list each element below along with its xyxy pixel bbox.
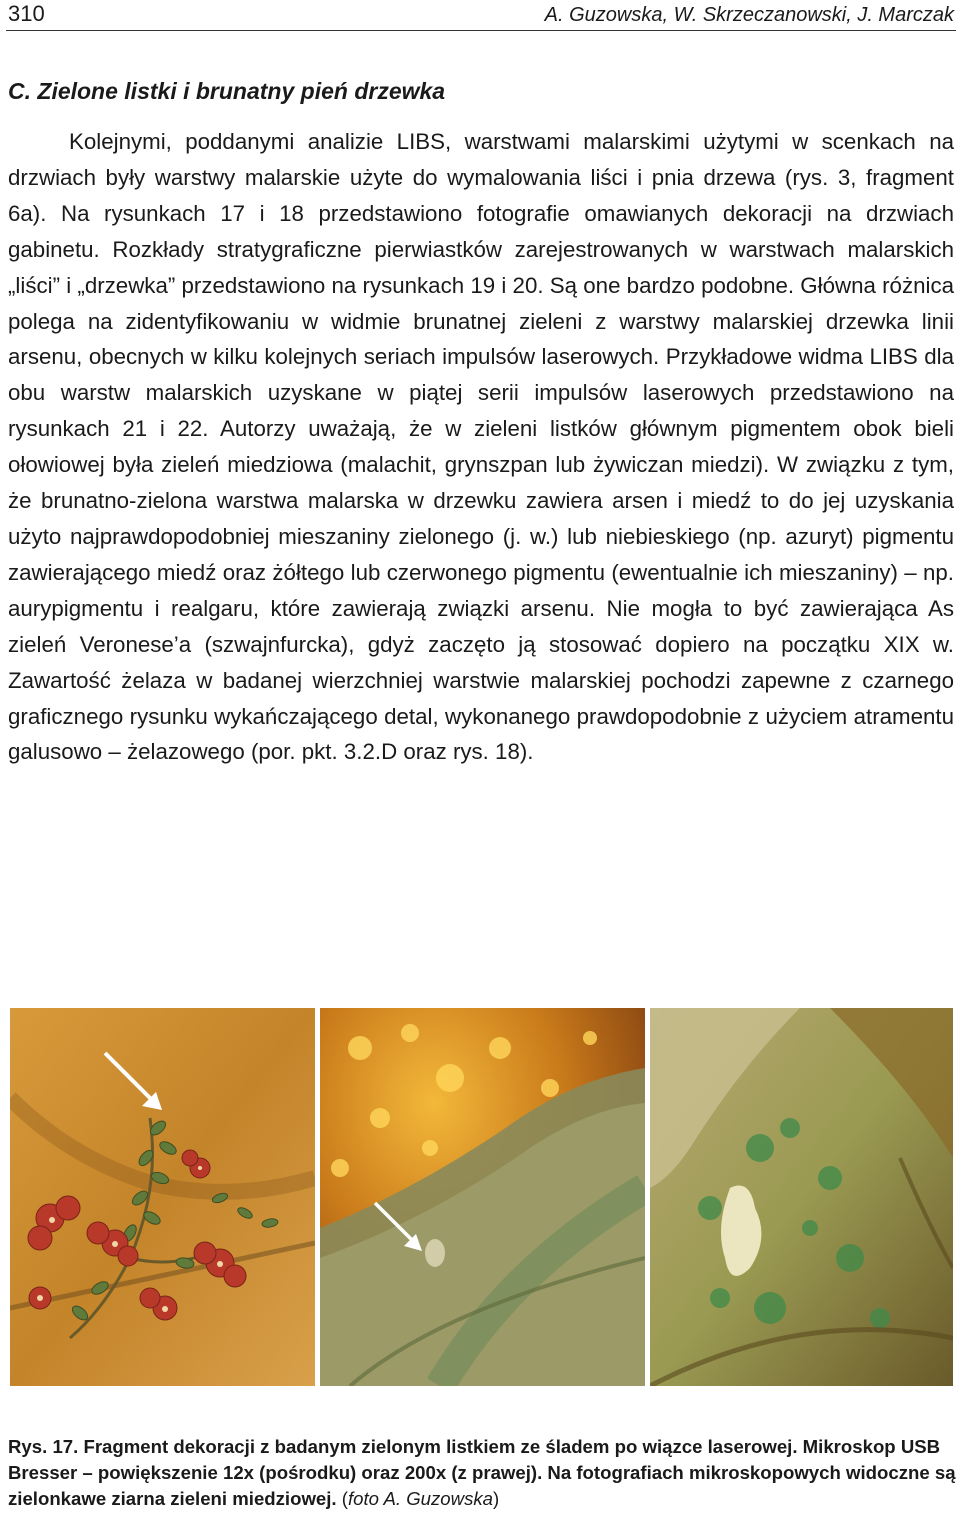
microscope-12x-image	[320, 1008, 645, 1386]
photo-microscope-200x	[650, 1008, 953, 1386]
caption-text: Rys. 17. Fragment dekoracji z badanym zielonym listkiem ze śladem po wiązce laserowej. Mikroskop USB Bresser – powiększenie 12x (pośrodku) oraz 200x (z prawej). Na fotografiach mikroskopowych widoczne są zielonkawe ziarna zieleni miedziowej.	[8, 1436, 956, 1509]
body-paragraph: Kolejnymi, poddanymi analizie LIBS, warstwami malarskimi użytymi w scenkach na drzwiach były warstwy malarskie użyte do wymalowania liści i pnia drzewa (rys. 3, fragment 6a). Na rysunkach 17 i 18 przedstawiono fotografie omawianych dekoracji na drzwiach gabinetu. Rozkłady stratygraficzne pierwiastków zarejestrowanych w warstwach malarskich „liści” i „drzewka” przedstawiono na rysunkach 19 i 20. Są one bardzo podobne. Główna różnica polega na zidentyfikowaniu w widmie brunatnej zieleni z warstwy malarskiej drzewka linii arsenu, obecnych w kilku kolejnych seriach impulsów laserowych. Przykładowe widma LIBS dla obu warstw malarskich uzyskane w piątej serii impulsów laserowych przedstawiono na rysunkach 21 i 22. Autorzy uważają, że w zieleni listków głównym pigmentem obok bieli ołowiowej była zieleń miedziowa (malachit, grynszpan lub żywiczan miedzi). W związku z tym, że brunatno-zielona warstwa malarska w drzewku zawiera arsen i miedź to do jej uzyskania użyto najprawdopodobniej mieszaniny zielonego (j. w.) lub niebieskiego (np. azuryt) pigmentu zawierającego miedź oraz żółtego lub czerwonego pigmentu (ewentualnie ich mieszaniny) – np. aurypigmentu i realgaru, które zawierają związki arsenu. Nie mogła to być zawierająca As zieleń Veronese’a (szwajnfurcka), gdyż zaczęto ją stosować dopiero na początku XIX w. Zawartość żelaza w badanej wierzchniej warstwie malarskiej pochodzi zapewne z czarnego graficznego rysunku wykańczającego detal, wykonanego prawdopodobnie z użyciem atramentu galusowo – żelazowego (por. pkt. 3.2.D oraz rys. 18).	[8, 129, 954, 765]
section-title: C. Zielone listki i brunatny pień drzewka	[8, 78, 446, 104]
running-head-authors: A. Guzowska, W. Skrzeczanowski, J. Marczak	[544, 4, 954, 26]
photo-door-decoration	[10, 1008, 315, 1386]
microscope-200x-image	[650, 1008, 953, 1386]
door-decoration-image	[10, 1008, 315, 1386]
page-number: 310	[8, 1, 45, 26]
photo-microscope-12x	[320, 1008, 645, 1386]
page-header	[6, 0, 956, 31]
figure-caption	[8, 1434, 958, 1512]
photo-credit: (foto A. Guzowska)	[341, 1488, 500, 1509]
body-text	[8, 124, 954, 770]
figure-17-photos	[0, 1008, 960, 1386]
